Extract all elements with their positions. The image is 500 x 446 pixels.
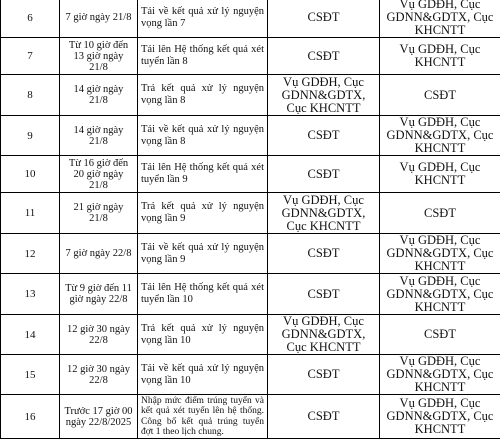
unit2-text: CSĐT [424,87,456,102]
unit2-text: Vụ GDĐH, Cục GDNN&GDTX, Cục KHCNTT [386,233,494,273]
unit1-text: CSĐT [307,409,340,423]
task-cell [138,193,268,234]
unit1-cell [268,38,380,75]
task-cell [138,395,268,439]
row-number-text: 10 [24,168,36,180]
unit2-cell [380,274,500,315]
unit2-cell [380,116,500,156]
table-row [1,156,500,193]
unit2-text: Vụ GDĐH, Cục GDNN&GDTX, Cục KHCNTT [386,0,494,37]
unit2-cell [380,38,500,75]
task-cell [138,234,268,274]
task-text: Trả kết quả xử lý nguyện vọng lần 8 [141,83,264,106]
unit1-text: CSĐT [307,286,340,301]
unit2-cell [380,355,500,395]
time-cell [60,156,138,193]
unit1-cell [268,193,380,234]
time-cell [60,234,138,274]
unit2-text: Vụ GDĐH, Cục GDNN&GDTX, Cục KHCNTT [386,396,494,436]
row-number-cell [1,315,60,355]
row-number-text: 15 [24,368,36,381]
time-cell [60,38,138,75]
task-text: Tải về kết quả xử lý nguyện vọng lần 9 [141,241,264,265]
table-row [1,355,500,395]
time-cell [60,116,138,156]
time-text: 14 giờ ngày 21/8 [73,124,124,147]
task-cell [138,116,268,156]
task-text: Tải lên Hệ thống kết quả xét tuyển lần 9 [141,162,264,185]
row-number-cell [1,355,60,395]
row-number-cell [1,234,60,274]
unit2-text: CSĐT [424,327,456,341]
task-cell [138,38,268,75]
table-row [1,315,500,355]
table-row [1,193,500,234]
time-text: 14 giờ ngày 21/8 [73,84,124,106]
row-number-cell [1,38,60,75]
task-cell [138,75,268,116]
unit2-cell [380,75,500,116]
time-text: Từ 9 giờ đến 11 giờ ngày 22/8 [65,283,132,305]
unit2-text: Vụ GDĐH, Cục GDNN&GDTX, Cục KHCNTT [386,115,494,155]
row-number-text: 13 [24,288,36,300]
time-text: 7 giờ ngày 22/8 [65,248,132,259]
task-text: Trả kết quả xử lý nguyện vọng lần 10 [141,322,264,346]
row-number-cell [1,116,60,156]
task-cell [138,0,268,38]
unit1-cell [268,116,380,156]
time-cell [60,355,138,395]
unit1-text: Vụ GDĐH, Cục GDNN&GDTX, Cục KHCNTT [281,192,366,233]
time-cell [60,274,138,315]
row-number-text: 6 [27,11,33,24]
time-cell [60,193,138,234]
time-text: Từ 16 giờ đến 20 giờ ngày 21/8 [68,157,129,191]
unit2-text: CSĐT [424,205,456,220]
table-row [1,395,500,439]
schedule-table-body [1,0,500,439]
time-text: 21 giờ ngày 21/8 [73,202,124,224]
row-number-text: 16 [24,410,36,423]
row-number-text: 8 [27,89,33,101]
row-number-cell [1,75,60,116]
table-row [1,75,500,116]
time-cell [60,75,138,116]
unit1-cell [268,395,380,439]
unit1-cell [268,0,380,38]
time-cell [60,395,138,439]
task-cell [138,274,268,315]
time-text: 12 giờ 30 ngày 22/8 [66,323,130,346]
unit1-text: CSĐT [307,166,340,181]
task-text: Tải về kết quả xử lý nguyện vọng lần 8 [141,123,264,147]
row-number-text: 14 [24,328,36,341]
row-number-text: 11 [24,207,36,219]
unit1-text: Vụ GDĐH, Cục GDNN&GDTX, Cục KHCNTT [281,74,366,115]
row-number-cell [1,395,60,439]
unit2-text: Vụ GDĐH, Cục KHCNTT [399,160,481,187]
unit2-text: Vụ GDĐH, Cục KHCNTT [399,42,481,69]
time-text: 12 giờ 30 ngày 22/8 [66,363,130,386]
time-cell [60,315,138,355]
unit2-cell [380,0,500,38]
table-row [1,274,500,315]
unit1-text: Vụ GDĐH, Cục GDNN&GDTX, Cục KHCNTT [281,314,366,354]
row-number-cell [1,156,60,193]
unit2-cell [380,395,500,439]
unit2-cell [380,193,500,234]
unit2-text: Vụ GDĐH, Cục GDNN&GDTX, Cục KHCNTT [386,354,494,394]
task-text: Tải lên Hệ thống kết quả xét tuyển lần 10 [141,282,264,305]
table-row [1,0,500,38]
time-cell [60,0,138,38]
unit1-cell [268,355,380,395]
unit1-cell [268,274,380,315]
unit2-cell [380,315,500,355]
unit1-text: CSĐT [307,367,340,381]
row-number-text: 9 [27,129,33,142]
unit1-text: CSĐT [307,48,340,63]
task-text: Nhập mức điểm trúng tuyển và kết quả xét tuyển lên hệ thống. Công bố kết quả trúng tuyển đợt 1 theo lịch chung. [141,395,264,437]
unit1-text: CSĐT [307,128,340,142]
task-text: Trả kết quả xử lý nguyện vọng lần 9 [141,201,264,224]
unit2-cell [380,234,500,274]
row-number-text: 7 [27,50,33,62]
table-row [1,116,500,156]
task-cell [138,156,268,193]
row-number-text: 12 [24,247,36,260]
unit1-text: CSĐT [307,246,340,260]
unit1-cell [268,234,380,274]
unit1-cell [268,315,380,355]
task-text: Tải về kết quả xử lý nguyện vọng lần 10 [141,362,264,386]
task-text: Tải về kết quả xử lý nguyện vọng lần 7 [141,5,264,29]
unit1-cell [268,156,380,193]
time-text: 7 giờ ngày 21/8 [65,12,132,23]
time-text: Trước 17 giờ 00 ngày 22/8/2025 [64,405,133,428]
unit1-cell [268,75,380,116]
unit2-text: Vụ GDĐH, Cục GDNN&GDTX, Cục KHCNTT [386,273,494,314]
row-number-cell [1,193,60,234]
time-text: Từ 10 giờ đến 13 giờ ngày 21/8 [68,39,129,73]
task-cell [138,355,268,395]
table-row [1,38,500,75]
row-number-cell [1,0,60,38]
unit1-text: CSĐT [307,10,340,24]
task-text: Tải lên Hệ thống kết quả xét tuyển lần 8 [141,44,264,67]
unit2-cell [380,156,500,193]
task-cell [138,315,268,355]
table-row [1,234,500,274]
row-number-cell [1,274,60,315]
